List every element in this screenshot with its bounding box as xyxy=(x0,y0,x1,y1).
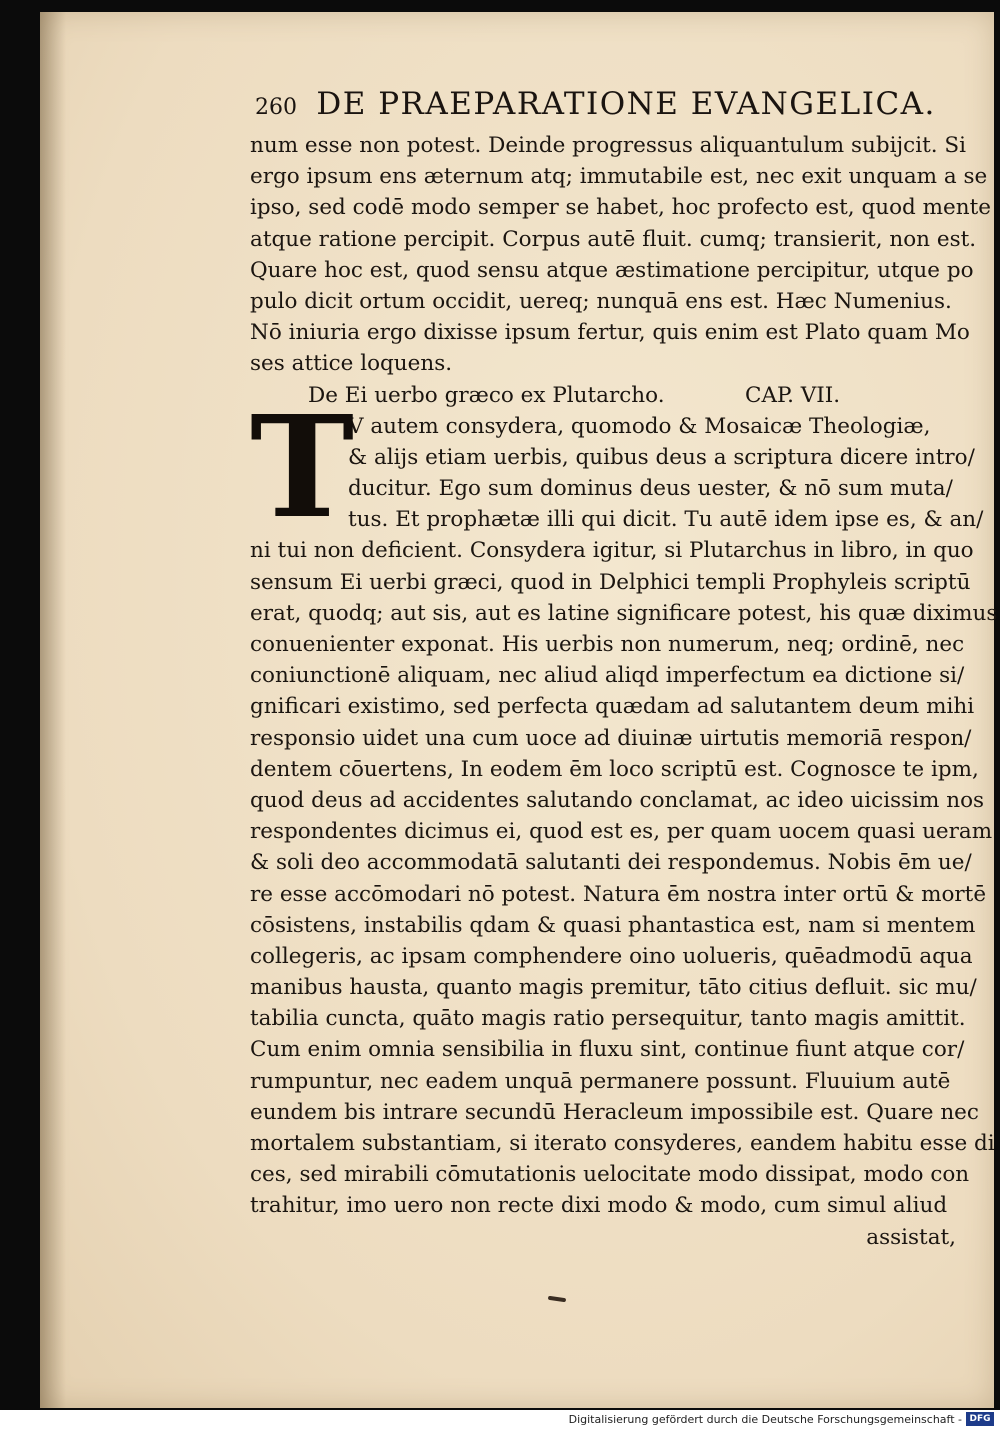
text-line: ses attice loquens. xyxy=(250,351,453,377)
text-line: collegeris, ac ipsam comphendere oino uolueris, quēadmodū aqua xyxy=(250,943,973,969)
drop-cap-initial: T xyxy=(250,385,355,550)
text-line: sensum Ei uerbi græci, quod in Delphici templi Prophyleis scriptū xyxy=(250,569,971,595)
text-line: erat, quodq; aut sis, aut es latine significare potest, his quæ diximus xyxy=(250,600,998,626)
text-line: ces, sed mirabili cōmutationis uelocitate modo dissipat, modo con xyxy=(250,1162,970,1188)
text-line: Quare hoc est, quod sensu atque æstimatione percipitur, utque po xyxy=(250,257,974,283)
text-line: trahitur, imo uero non recte dixi modo & modo, cum simul aliud xyxy=(250,1193,948,1219)
text-line: responsio uidet una cum uoce ad diuinæ uirtutis memoriā respon/ xyxy=(250,725,972,751)
text-line: re esse accōmodari nō potest. Natura ēm nostra inter ortū & mortē xyxy=(250,881,987,907)
catchword: assistat, xyxy=(866,1224,956,1250)
funding-credit: Digitalisierung gefördert durch die Deutsche Forschungsgemeinschaft - xyxy=(568,1413,962,1426)
text-line: num esse non potest. Deinde progressus aliquantulum subijcit. Si xyxy=(250,133,966,158)
text-line: ni tui non deficient. Consydera igitur, si Plutarchus in libro, in quo xyxy=(250,538,974,564)
text-line: Cum enim omnia sensibilia in fluxu sint, continue fiunt atque cor/ xyxy=(250,1037,965,1063)
text-line: Nō iniuria ergo dixisse ipsum fertur, quis enim est Plato quam Mo xyxy=(250,320,970,346)
chapter-number: CAP. VII. xyxy=(745,382,841,408)
chapter-heading xyxy=(250,380,960,411)
text-line: tabilia cuncta, quāto magis ratio persequitur, tanto magis amittit. xyxy=(250,1006,966,1032)
running-header xyxy=(255,86,975,126)
text-block xyxy=(250,130,998,1253)
footer-bar xyxy=(0,1410,1000,1430)
text-line: & soli deo accommodatā salutanti dei respondemus. Nobis ēm ue/ xyxy=(250,850,972,876)
text-line: eundem bis intrare secundū Heracleum impossibile est. Quare nec xyxy=(250,1099,979,1125)
text-line: conuenienter exponat. His uerbis non numerum, neq; ordinē, nec xyxy=(250,632,965,657)
running-title: DE PRAEPARATIONE EVANGELICA. xyxy=(316,86,936,122)
text-line: atque ratione percipit. Corpus autē fluit. cumq; transierit, non est. xyxy=(250,226,977,252)
text-line: mortalem substantiam, si iterato consyderes, eandem habitu esse di xyxy=(250,1131,995,1156)
text-line: quod deus ad accidentes salutando conclamat, ac ideo uicissim nos xyxy=(250,787,985,813)
page-gutter-shadow xyxy=(40,12,66,1408)
text-line: dentem cōuertens, In eodem ēm loco scriptū est. Cognosce te ipm, xyxy=(250,756,979,782)
text-line: ipso, sed codē modo semper se habet, hoc profecto est, quod mente xyxy=(250,195,991,221)
text-line: respondentes dicimus ei, quod est es, per quam uocem quasi ueram xyxy=(250,819,993,845)
text-line: V autem consydera, quomodo & Mosaicæ Theologiæ, xyxy=(348,413,931,439)
page-number: 260 xyxy=(255,95,297,120)
text-line: coniunctionē aliquam, nec aliud aliqd imperfectum ea dictione si/ xyxy=(250,663,965,689)
text-line: rumpuntur, nec eadem unquā permanere possunt. Fluuium autē xyxy=(250,1068,951,1094)
text-line: ducitur. Ego sum dominus deus uester, & nō sum muta/ xyxy=(348,476,953,502)
text-line: & alijs etiam uerbis, quibus deus a scriptura dicere intro/ xyxy=(348,444,975,470)
text-line: tus. Et prophætæ illi qui dicit. Tu autē idem ipse es, & an/ xyxy=(348,507,984,533)
text-line: pulo dicit ortum occidit, uereq; nunquā ens est. Hæc Numenius. xyxy=(250,288,952,314)
dfg-logo: DFG xyxy=(966,1412,994,1426)
text-line: manibus hausta, quanto magis premitur, tāto citius defluit. sic mu/ xyxy=(250,975,977,1001)
text-line: cōsistens, instabilis qdam & quasi phantastica est, nam si mentem xyxy=(250,912,976,938)
text-line: ergo ipsum ens æternum atq; immutabile est, nec exit unquam a se xyxy=(250,164,988,190)
chapter-title: De Ei uerbo græco ex Plutarcho. xyxy=(308,382,665,408)
text-line: gnificari existimo, sed perfecta quædam ad salutantem deum mihi xyxy=(250,694,975,720)
